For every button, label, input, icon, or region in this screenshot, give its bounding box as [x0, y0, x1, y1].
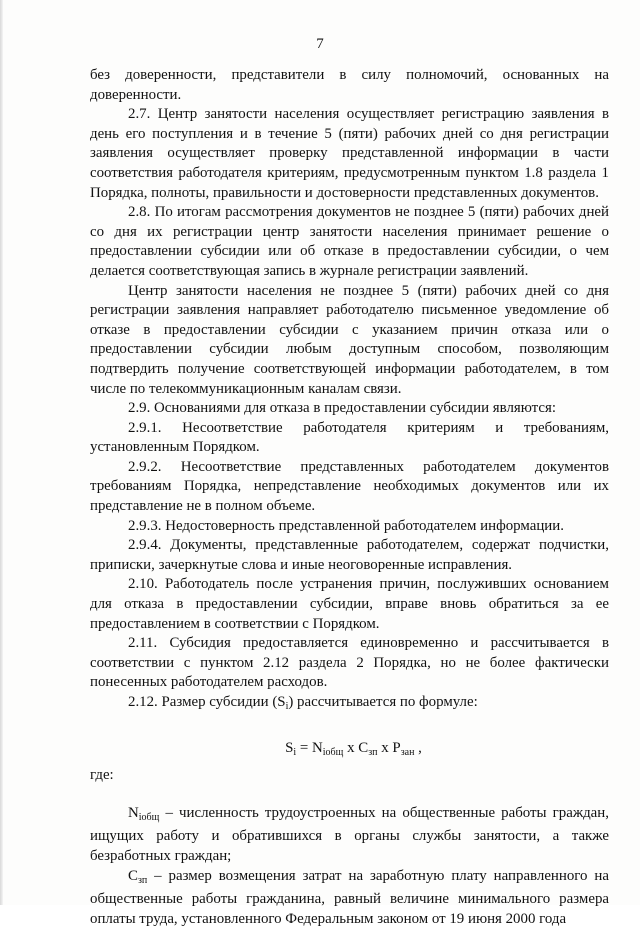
paragraph-2-7: 2.7. Центр занятости населения осуществляет регистрацию заявления в день его поступления и в течение 5 (пяти) рабочих дней со дня регистрации заявления осуществляет проверку представленной информации в части соответствия работодателя критериям, предусмотренным пунктом 1.8 раздела 1 Порядка, полноты, правильности и достоверности представленных документов. — [90, 106, 609, 201]
paragraph-2-9-3: 2.9.3. Недостоверность представленной работодателем информации. — [128, 517, 564, 534]
definition-n — [90, 804, 609, 867]
paragraph-notification: Центр занятости населения не позднее 5 (пяти) рабочих дней со дня регистрации заявления направляет работодателю письменное уведомление об отказе в предоставлении субсидии с указанием причин отказа или о предоставлении субсидии любым доступным способом, позволяющим подтвердить получение соответствующей информации работодателем, в том числе по телекоммуникационным каналам связи. — [90, 282, 609, 397]
formula-x1: х С — [343, 739, 369, 756]
paragraph-2-9-4: 2.9.4. Документы, представленные работодателем, содержат подчистки, приписки, зачеркнутые слова и иные неоговоренные исправления. — [90, 537, 609, 573]
definition-c-symbol: С — [128, 867, 138, 884]
document-body — [90, 66, 609, 929]
paragraph-2-12-suffix: ) рассчитывается по формуле: — [288, 694, 478, 710]
formula-eq: = N — [296, 739, 323, 756]
definition-c-text: – размер возмещения затрат на заработную плату направленного на общественные работы гражданина, равный величине минимального размера оплаты труда, установленного Федеральным законом от 19 июня 2000 года — [90, 867, 609, 927]
paragraph-2-12 — [90, 693, 609, 717]
paragraph-2-10: 2.10. Работодатель после устранения причин, послуживших основанием для отказа в предоставлении субсидии, вправе вновь обратиться за ее предоставлением в соответствии с Порядком. — [90, 576, 609, 632]
page-number: 7 — [316, 36, 324, 52]
subsidy-index: i — [285, 701, 289, 712]
formula-x2: х P — [377, 739, 401, 756]
subsidy-formula — [90, 739, 609, 763]
paragraph-2-12-prefix: 2.12. Размер субсидии (S — [128, 694, 286, 710]
paragraph-2-9-1: 2.9.1. Несоответствие работодателя критериям и требованиям, установленным Порядком. — [90, 419, 609, 456]
definition-n-symbol: N — [128, 804, 139, 821]
scan-edge-shadow — [0, 0, 3, 905]
formula-s-sub: i — [293, 746, 297, 758]
formula-c-sub: зп — [368, 746, 378, 758]
paragraph-2-8: 2.8. По итогам рассмотрения документов не позднее 5 (пяти) рабочих дней со дня их регистрации центр занятости населения принимает решение о предоставлении субсидии или об отказе в предоставлении субсидии, о чем делается соответствующая запись в журнале регистрации заявлений. — [90, 204, 609, 279]
paragraph-continuation: без доверенности, представители в силу полномочий, основанных на доверенности. — [90, 67, 609, 103]
formula-end: , — [414, 739, 422, 756]
definition-n-sub: iобщ — [138, 811, 160, 823]
paragraph-2-9: 2.9. Основаниями для отказа в предоставлении субсидии являются: — [128, 400, 556, 417]
paragraph-2-11: 2.11. Субсидия предоставляется единовременно и рассчитывается в соответствии с пунктом 2.12 раздела 2 Порядка, но не более фактически понесенных работодателем расходов. — [90, 635, 609, 691]
formula-p-sub: зан — [400, 746, 415, 758]
paragraph-2-9-2: 2.9.2. Несоответствие представленных работодателем документов требованиям Порядка, непредставление необходимых документов или их представление не в полном объеме. — [90, 458, 609, 515]
formula-s: S — [285, 739, 294, 756]
definition-c-sub: зп — [137, 874, 148, 886]
definition-c — [90, 867, 609, 929]
definition-n-text: – численность трудоустроенных на общественные работы граждан, ищущих работу и обратившихся в органы службы занятости, а также безработных граждан; — [90, 804, 609, 864]
formula-n-sub: iобщ — [322, 746, 344, 758]
where-label: где: — [90, 767, 114, 784]
